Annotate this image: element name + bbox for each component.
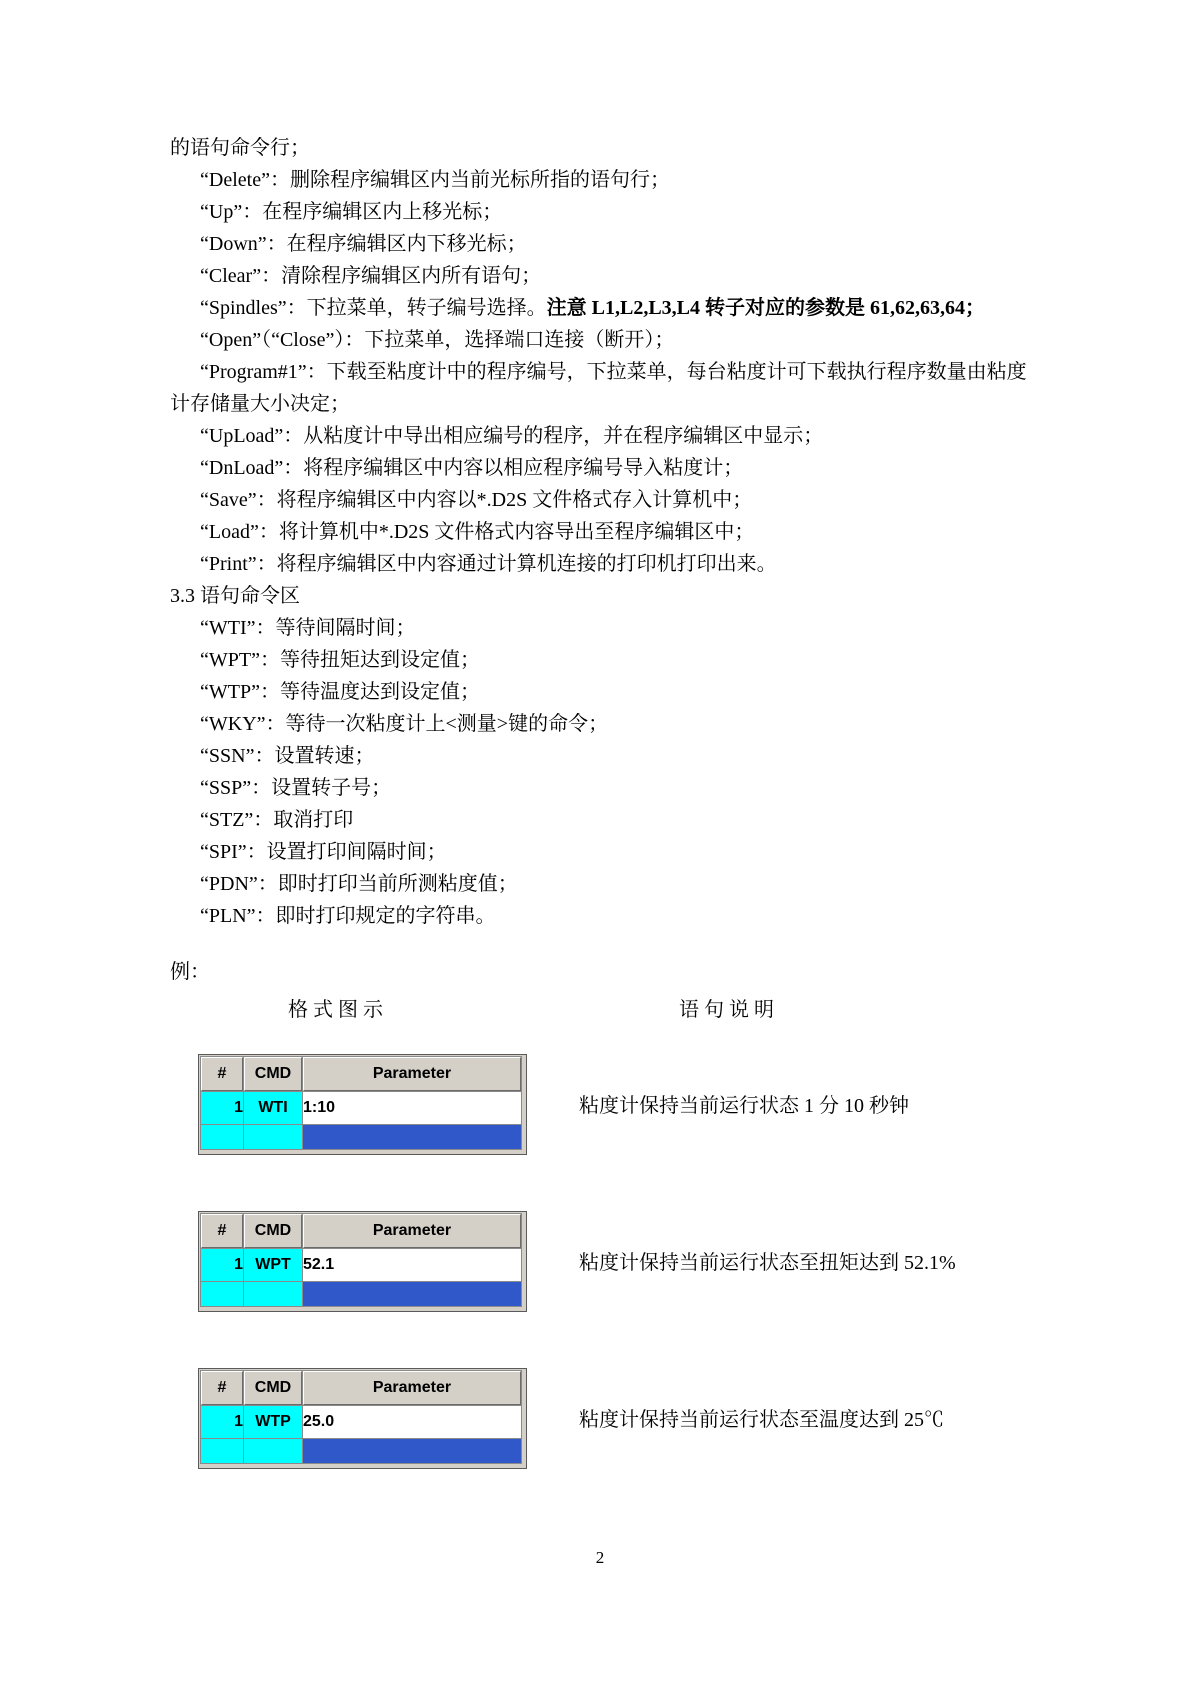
grid-cell-cmd: WTI: [244, 1092, 302, 1124]
paragraph-intro: 的语句命令行；: [170, 137, 310, 159]
statement-description-heading: 语 句 说 明: [679, 999, 774, 1021]
program-grid-screenshot-wtp: [198, 1368, 527, 1469]
figure-row-wtp: [170, 1368, 1036, 1469]
command-pln: “PLN”：即时打印规定的字符串。: [200, 905, 496, 927]
grid-data-row: [201, 1249, 521, 1281]
paragraph-up: “Up”：在程序编辑区内上移光标；: [200, 201, 503, 223]
command-wky: “WKY”：等待一次粘度计上<测量>键的命令；: [200, 713, 609, 735]
figure-caption-wti: 粘度计保持当前运行状态 1 分 10 秒钟: [579, 1095, 909, 1117]
grid-empty-row: [201, 1125, 521, 1149]
command-stz: “STZ”：取消打印: [200, 809, 354, 831]
grid-header-row: [201, 1371, 521, 1405]
grid-header-index: #: [201, 1057, 243, 1091]
grid-cell-index: 1: [201, 1406, 243, 1438]
page-content: [170, 132, 1036, 1469]
paragraph-open-close: “Open”（“Close”）：下拉菜单，选择端口连接（断开）；: [200, 329, 675, 351]
grid-cell-empty: [244, 1125, 302, 1149]
grid-cell-selection-bar: [303, 1439, 521, 1463]
paragraph-down: “Down”：在程序编辑区内下移光标；: [200, 233, 527, 255]
grid-cell-cmd: WTP: [244, 1406, 302, 1438]
paragraph-save: “Save”：将程序编辑区中内容以*.D2S 文件格式存入计算机中；: [200, 489, 753, 511]
grid-header-parameter: Parameter: [303, 1371, 521, 1405]
grid-cell-empty: [201, 1282, 243, 1306]
command-wpt: “WPT”：等待扭矩达到设定值；: [200, 649, 480, 671]
grid-cell-empty: [201, 1439, 243, 1463]
grid-cell-selection-bar: [303, 1125, 521, 1149]
grid-cell-empty: [244, 1282, 302, 1306]
grid-empty-row: [201, 1282, 521, 1306]
command-wtp: “WTP”：等待温度达到设定值；: [200, 681, 480, 703]
grid-header-parameter: Parameter: [303, 1214, 521, 1248]
grid-header-cmd: CMD: [244, 1214, 302, 1248]
grid-header-cmd: CMD: [244, 1057, 302, 1091]
grid-cell-index: 1: [201, 1092, 243, 1124]
paragraph-print: “Print”：将程序编辑区中内容通过计算机连接的打印机打印出来。: [200, 553, 777, 575]
paragraph-program1: “Program#1”：下载至粘度计中的程序编号，下拉菜单，每台粘度计可下载执行程序数量由粘度计存储量大小决定；: [170, 361, 1027, 415]
grid-cell-index: 1: [201, 1249, 243, 1281]
grid-cell-empty: [201, 1125, 243, 1149]
command-ssn: “SSN”：设置转速；: [200, 745, 375, 767]
paragraph-dnload: “DnLoad”：将程序编辑区中内容以相应程序编号导入粘度计；: [200, 457, 744, 479]
command-wti: “WTI”：等待间隔时间；: [200, 617, 416, 639]
spindles-text: “Spindles”：下拉菜单，转子编号选择。: [200, 297, 547, 319]
paragraph-load: “Load”：将计算机中*.D2S 文件格式内容导出至程序编辑区中；: [200, 521, 755, 543]
grid-data-row: [201, 1406, 521, 1438]
figure-caption-wtp: 粘度计保持当前运行状态至温度达到 25℃: [579, 1409, 944, 1431]
page-number: 2: [595, 1548, 605, 1567]
grid-empty-row: [201, 1439, 521, 1463]
grid-header-index: #: [201, 1214, 243, 1248]
figure-caption-wpt: 粘度计保持当前运行状态至扭矩达到 52.1%: [579, 1252, 956, 1274]
program-grid-screenshot-wti: [198, 1054, 527, 1155]
section-heading: 3.3 语句命令区: [170, 585, 300, 607]
paragraph-spindles: [170, 292, 1036, 324]
paragraph-clear: “Clear”：清除程序编辑区内所有语句；: [200, 265, 542, 287]
figure-row-wpt: [170, 1211, 1036, 1312]
spindles-note-bold: 注意 L1,L2,L3,L4 转子对应的参数是 61,62,63,64；: [546, 297, 986, 319]
grid-cell-parameter: 52.1: [303, 1249, 521, 1281]
program-grid: [200, 1370, 522, 1464]
command-spi: “SPI”：设置打印间隔时间；: [200, 841, 447, 863]
grid-header-cmd: CMD: [244, 1371, 302, 1405]
format-diagram-heading: 格 式 图 示: [288, 999, 383, 1021]
grid-cell-parameter: 25.0: [303, 1406, 521, 1438]
grid-header-row: [201, 1057, 521, 1091]
paragraph-delete: “Delete”：删除程序编辑区内当前光标所指的语句行；: [200, 169, 670, 191]
example-label: 例：: [170, 961, 210, 983]
grid-cell-cmd: WPT: [244, 1249, 302, 1281]
figure-row-wti: [170, 1054, 1036, 1155]
command-ssp: “SSP”：设置转子号；: [200, 777, 392, 799]
grid-header-parameter: Parameter: [303, 1057, 521, 1091]
grid-cell-parameter: 1:10: [303, 1092, 521, 1124]
paragraph-upload: “UpLoad”：从粘度计中导出相应编号的程序，并在程序编辑区中显示；: [200, 425, 824, 447]
program-grid: [200, 1213, 522, 1307]
grid-cell-selection-bar: [303, 1282, 521, 1306]
command-pdn: “PDN”：即时打印当前所测粘度值；: [200, 873, 518, 895]
program-grid-screenshot-wpt: [198, 1211, 527, 1312]
grid-data-row: [201, 1092, 521, 1124]
grid-header-row: [201, 1214, 521, 1248]
column-headings: [170, 994, 1036, 1026]
program-grid: [200, 1056, 522, 1150]
grid-header-index: #: [201, 1371, 243, 1405]
grid-cell-empty: [244, 1439, 302, 1463]
